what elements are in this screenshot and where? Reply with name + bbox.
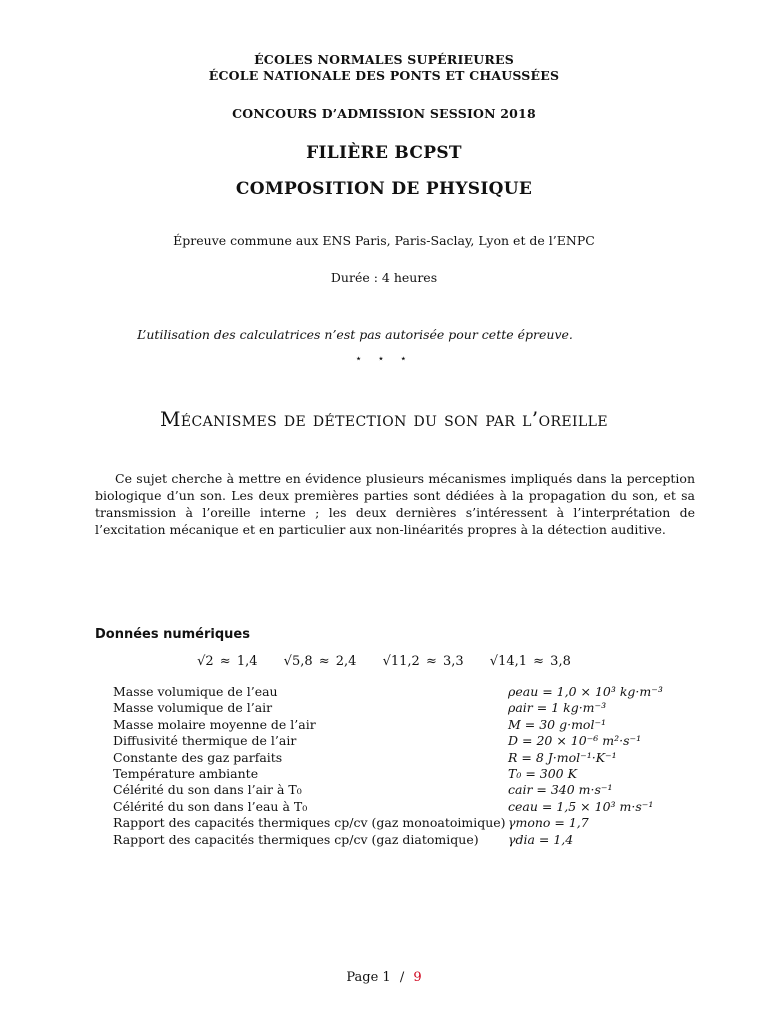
approx-sqrt14-1: √14,1 ≈ 3,8 bbox=[489, 654, 571, 669]
table-row bbox=[113, 733, 673, 749]
data-value: T₀ = 300 K bbox=[508, 766, 577, 782]
calculatrices-notice: L’utilisation des calculatrices n’est pas autorisée pour cette épreuve. bbox=[137, 327, 573, 342]
table-row bbox=[113, 750, 673, 766]
data-value: ρair = 1 kg·m⁻³ bbox=[508, 700, 607, 716]
donnees-heading: Données numériques bbox=[95, 627, 250, 642]
approximations-line bbox=[0, 654, 768, 669]
data-value: γmono = 1,7 bbox=[508, 815, 589, 831]
data-label: Rapport des capacités thermiques cp/cv (gaz monoatoimique) bbox=[113, 815, 506, 831]
epreuve-line: Épreuve commune aux ENS Paris, Paris-Saclay, Lyon et de l’ENPC bbox=[173, 233, 595, 248]
data-label: Célérité du son dans l’air à T₀ bbox=[113, 782, 302, 798]
approx-sqrt5-8: √5,8 ≈ 2,4 bbox=[283, 654, 357, 669]
approx-sqrt11-2: √11,2 ≈ 3,3 bbox=[382, 654, 464, 669]
donnees-table bbox=[113, 684, 673, 848]
table-row bbox=[113, 684, 673, 700]
table-row bbox=[113, 700, 673, 716]
table-row bbox=[113, 799, 673, 815]
data-value: R = 8 J·mol⁻¹·K⁻¹ bbox=[508, 749, 617, 765]
data-value: ρeau = 1,0 × 10³ kg·m⁻³ bbox=[508, 684, 663, 699]
data-value: ceau = 1,5 × 10³ m·s⁻¹ bbox=[508, 798, 654, 814]
header-line-enpc: ÉCOLE NATIONALE DES PONTS ET CHAUSSÉES bbox=[208, 68, 560, 83]
data-label: Rapport des capacités thermiques cp/cv (gaz diatomique) bbox=[113, 831, 479, 847]
subject-title: Mécanismes de détection du son par l’oreille bbox=[160, 407, 608, 431]
data-value: γdia = 1,4 bbox=[508, 831, 574, 847]
approx-sqrt2: √2 ≈ 1,4 bbox=[197, 654, 258, 669]
session-line: CONCOURS D’ADMISSION SESSION 2018 bbox=[232, 106, 536, 121]
data-value: M = 30 g·mol⁻¹ bbox=[508, 716, 607, 732]
intro-paragraph: Ce sujet cherche à mettre en évidence plusieurs mécanismes impliqués dans la perception biologique d’un son. Les deux premières parties sont dédiées à la propagation du son, et sa transmission à l’oreille interne ; les deux dernières s’intéressent à l’interprétation de l’excitation mécanique et en particulier aux non-linéarités propres à la détection auditive. bbox=[95, 471, 695, 537]
page-total-link[interactable]: 9 bbox=[413, 970, 422, 985]
table-row bbox=[113, 717, 673, 733]
data-value: D = 20 × 10⁻⁶ m²·s⁻¹ bbox=[508, 733, 642, 749]
data-label: Diffusivité thermique de l’air bbox=[113, 733, 297, 749]
composition-title: COMPOSITION DE PHYSIQUE bbox=[235, 179, 533, 199]
duree-line: Durée : 4 heures bbox=[330, 270, 438, 285]
stars-separator: ⋆ ⋆ ⋆ bbox=[355, 352, 413, 365]
data-label: Masse volumique de l’air bbox=[113, 700, 273, 716]
header-line-ens: ÉCOLES NORMALES SUPÉRIEURES bbox=[254, 52, 514, 67]
data-label: Constante des gaz parfaits bbox=[113, 749, 283, 765]
page-separator: / bbox=[399, 970, 405, 985]
table-row bbox=[113, 832, 673, 848]
table-row bbox=[113, 782, 673, 798]
data-label: Masse molaire moyenne de l’air bbox=[113, 716, 316, 732]
table-row bbox=[113, 766, 673, 782]
filiere-title: FILIÈRE BCPST bbox=[306, 143, 462, 163]
table-row bbox=[113, 815, 673, 831]
data-label: Masse volumique de l’eau bbox=[113, 684, 278, 699]
page-number: Page 1 bbox=[346, 970, 391, 985]
page-footer bbox=[0, 970, 768, 985]
data-label: Célérité du son dans l’eau à T₀ bbox=[113, 798, 308, 814]
data-value: cair = 340 m·s⁻¹ bbox=[508, 782, 613, 798]
data-label: Température ambiante bbox=[113, 766, 259, 782]
